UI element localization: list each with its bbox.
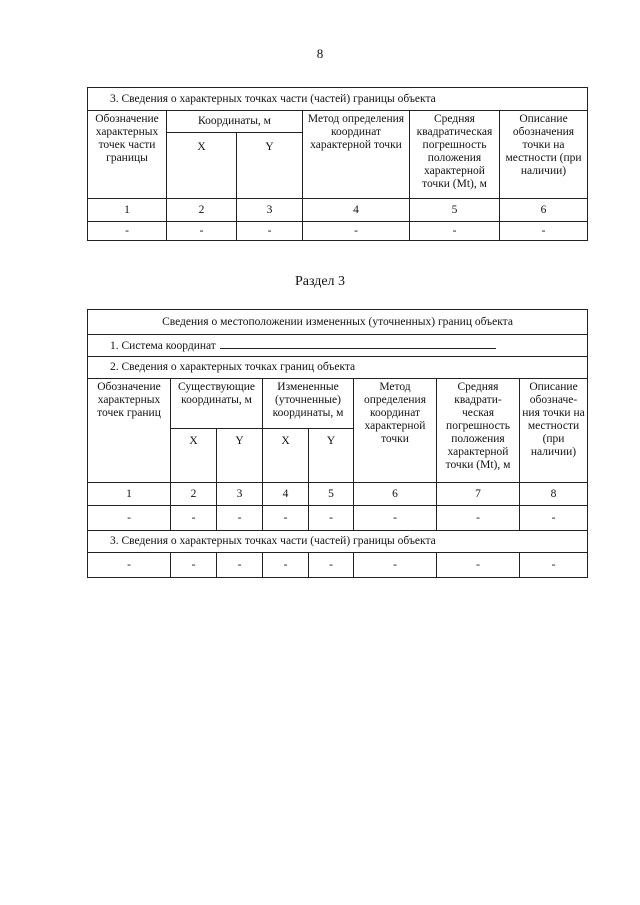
header-description: Описание обозначения точки на местности (при наличии) [500, 111, 588, 199]
col-number: 4 [303, 199, 410, 222]
table-cell: - [88, 222, 167, 241]
table-cell: - [410, 222, 500, 241]
header-y: Y [309, 429, 354, 483]
table-cell: - [354, 553, 437, 578]
col-number: 5 [309, 483, 354, 506]
header-error: Средняя квадрати-ческая погрешность положения характерной точки (Mt), м [437, 379, 520, 483]
col-number: 2 [171, 483, 217, 506]
table-cell: - [167, 222, 237, 241]
col-number: 6 [354, 483, 437, 506]
coord-system-label: 1. Система координат [110, 340, 216, 352]
col-number: 1 [88, 483, 171, 506]
header-description: Описание обозначе-ния точки на местности (при наличии) [520, 379, 588, 483]
col-number: 3 [237, 199, 303, 222]
parts-caption: 3. Сведения о характерных точках части (частей) границы объекта [88, 531, 588, 553]
header-error: Средняя квадратическая погрешность положения характерной точки (Mt), м [410, 111, 500, 199]
table-cell: - [217, 506, 263, 531]
table-cell: - [217, 553, 263, 578]
col-number: 4 [263, 483, 309, 506]
col-number: 6 [500, 199, 588, 222]
table1-caption: 3. Сведения о характерных точках части (частей) границы объекта [88, 88, 588, 111]
header-x: X [167, 133, 237, 199]
col-number: 5 [410, 199, 500, 222]
table-cell: - [171, 506, 217, 531]
table-cell: - [520, 553, 588, 578]
table-cell: - [309, 553, 354, 578]
table-part-boundary-points [87, 87, 588, 241]
header-x: X [263, 429, 309, 483]
header-designation: Обозначение характерных точек части границы [88, 111, 167, 199]
header-y: Y [217, 429, 263, 483]
header-coords: Координаты, м [167, 111, 303, 133]
table-cell: - [437, 553, 520, 578]
header-method: Метод определения координат характерной точки [354, 379, 437, 483]
col-number: 7 [437, 483, 520, 506]
table-changed-boundaries [87, 309, 588, 578]
header-designation: Обозначение характерных точек границ [88, 379, 171, 483]
header-x: X [171, 429, 217, 483]
table-cell: - [263, 553, 309, 578]
table-cell: - [171, 553, 217, 578]
col-number: 3 [217, 483, 263, 506]
table-cell: - [303, 222, 410, 241]
table-cell: - [263, 506, 309, 531]
section-title: Раздел 3 [294, 274, 346, 289]
header-existing-coords: Существующие координаты, м [171, 379, 263, 429]
header-method: Метод определения координат характерной точки [303, 111, 410, 199]
table-cell: - [500, 222, 588, 241]
table2-caption: Сведения о местоположении измененных (уточненных) границ объекта [88, 310, 588, 335]
table-cell: - [88, 553, 171, 578]
table-cell: - [88, 506, 171, 531]
col-number: 1 [88, 199, 167, 222]
coord-system-blank-line [220, 338, 496, 349]
col-number: 8 [520, 483, 588, 506]
table-cell: - [437, 506, 520, 531]
table-cell: - [237, 222, 303, 241]
table-cell: - [354, 506, 437, 531]
page-number: 8 [316, 46, 324, 61]
coord-system-row [88, 335, 588, 357]
table-cell: - [309, 506, 354, 531]
table-cell: - [520, 506, 588, 531]
header-y: Y [237, 133, 303, 199]
points-caption: 2. Сведения о характерных точках границ объекта [88, 357, 588, 379]
header-changed-coords: Измененные (уточненные) координаты, м [263, 379, 354, 429]
col-number: 2 [167, 199, 237, 222]
